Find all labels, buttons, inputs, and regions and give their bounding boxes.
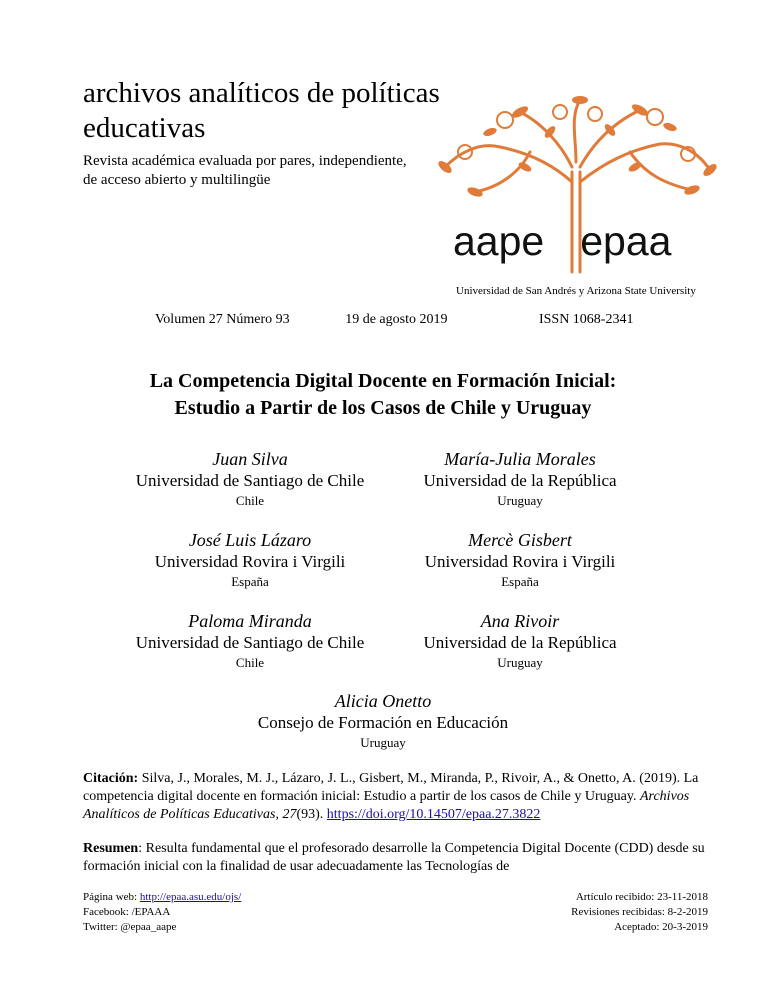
logo-text-epaa: epaa [580,218,672,264]
author-block [100,529,400,591]
author-block [370,448,670,510]
author-name: José Luis Lázaro [188,530,312,550]
doi-link[interactable]: https://doi.org/10.14507/epaa.27.3822 [326,807,541,822]
footer-contact [83,890,241,935]
publisher-affiliation: Universidad de San Andrés y Arizona State University [456,285,696,297]
abstract-label: Resumen [83,841,139,856]
author-country: Chile [235,493,265,508]
footer-web [83,890,241,905]
author-name: Juan Silva [212,449,288,469]
author-block [370,610,670,672]
journal-title: archivos analíticos de políticas educativas [83,77,440,144]
citation-issue: (93). [296,807,327,822]
author-block [233,690,533,752]
citation-label: Citación: [83,771,139,786]
author-block [100,610,400,672]
author-country: Chile [235,655,265,670]
footer-web-label: Página web: [83,891,140,903]
citation-journal: Archivos Analíticos de Políticas Educativas [83,789,690,822]
author-institution: Universidad de la República [423,633,617,652]
date-accepted: Aceptado: 20-3-2019 [614,921,708,933]
abstract-text: : Resulta fundamental que el profesorado desarrolle la Competencia Digital Docente (CDD) desde su formación inicial con la finalidad de usar adecuadamente las Tecnologías de [83,841,705,874]
footer-facebook: Facebook: /EPAAA [83,906,171,918]
author-name: Ana Rivoir [480,611,560,631]
article-title [60,368,706,422]
author-institution: Universidad Rovira i Virgili [154,552,346,571]
issue-issn: ISSN 1068-2341 [538,312,634,327]
author-block [370,529,670,591]
author-institution: Consejo de Formación en Educación [257,713,509,732]
author-country: España [231,574,269,589]
date-revisions: Revisiones recibidas: 8-2-2019 [571,906,708,918]
author-institution: Universidad de Santiago de Chile [135,471,365,490]
website-link[interactable]: http://epaa.asu.edu/ojs/ [139,891,242,903]
author-name: Paloma Miranda [188,611,312,631]
footer-twitter: Twitter: @epaa_aape [83,921,177,933]
author-block [100,448,400,510]
author-country: Uruguay [360,735,406,750]
author-country: Uruguay [497,655,543,670]
author-name: Alicia Onetto [334,691,432,711]
article-title-line2: Estudio a Partir de los Casos de Chile y Uruguay [174,397,592,419]
footer-dates [480,890,708,935]
author-institution: Universidad de la República [423,471,617,490]
author-name: María-Julia Morales [444,449,596,469]
date-received: Artículo recibido: 23-11-2018 [575,891,708,903]
citation-comma: , [275,807,283,822]
author-country: Uruguay [497,493,543,508]
article-title-line1: La Competencia Digital Docente en Formación Inicial: [149,370,617,392]
citation-volume: 27 [282,807,297,822]
issue-info [155,312,633,328]
issue-volume: Volumen 27 Número 93 [155,312,290,327]
author-institution: Universidad de Santiago de Chile [135,633,365,652]
author-country: España [501,574,539,589]
author-institution: Universidad Rovira i Virgili [424,552,616,571]
logo-wordmark [453,218,671,265]
logo-text-aape: aape [453,218,545,264]
citation [83,770,713,824]
journal-subtitle: Revista académica evaluada por pares, independiente, de acceso abierto y multilingüe [83,153,407,188]
citation-text: Silva, J., Morales, M. J., Lázaro, J. L., Gisbert, M., Miranda, P., Rivoir, A., & Onetto, A. (2019). La competencia digital docente en formación inicial: Estudio a partir de los casos de Chile y Uruguay. [83,771,699,804]
abstract [83,840,713,876]
issue-date: 19 de agosto 2019 [345,312,448,327]
author-name: Mercè Gisbert [468,530,572,550]
